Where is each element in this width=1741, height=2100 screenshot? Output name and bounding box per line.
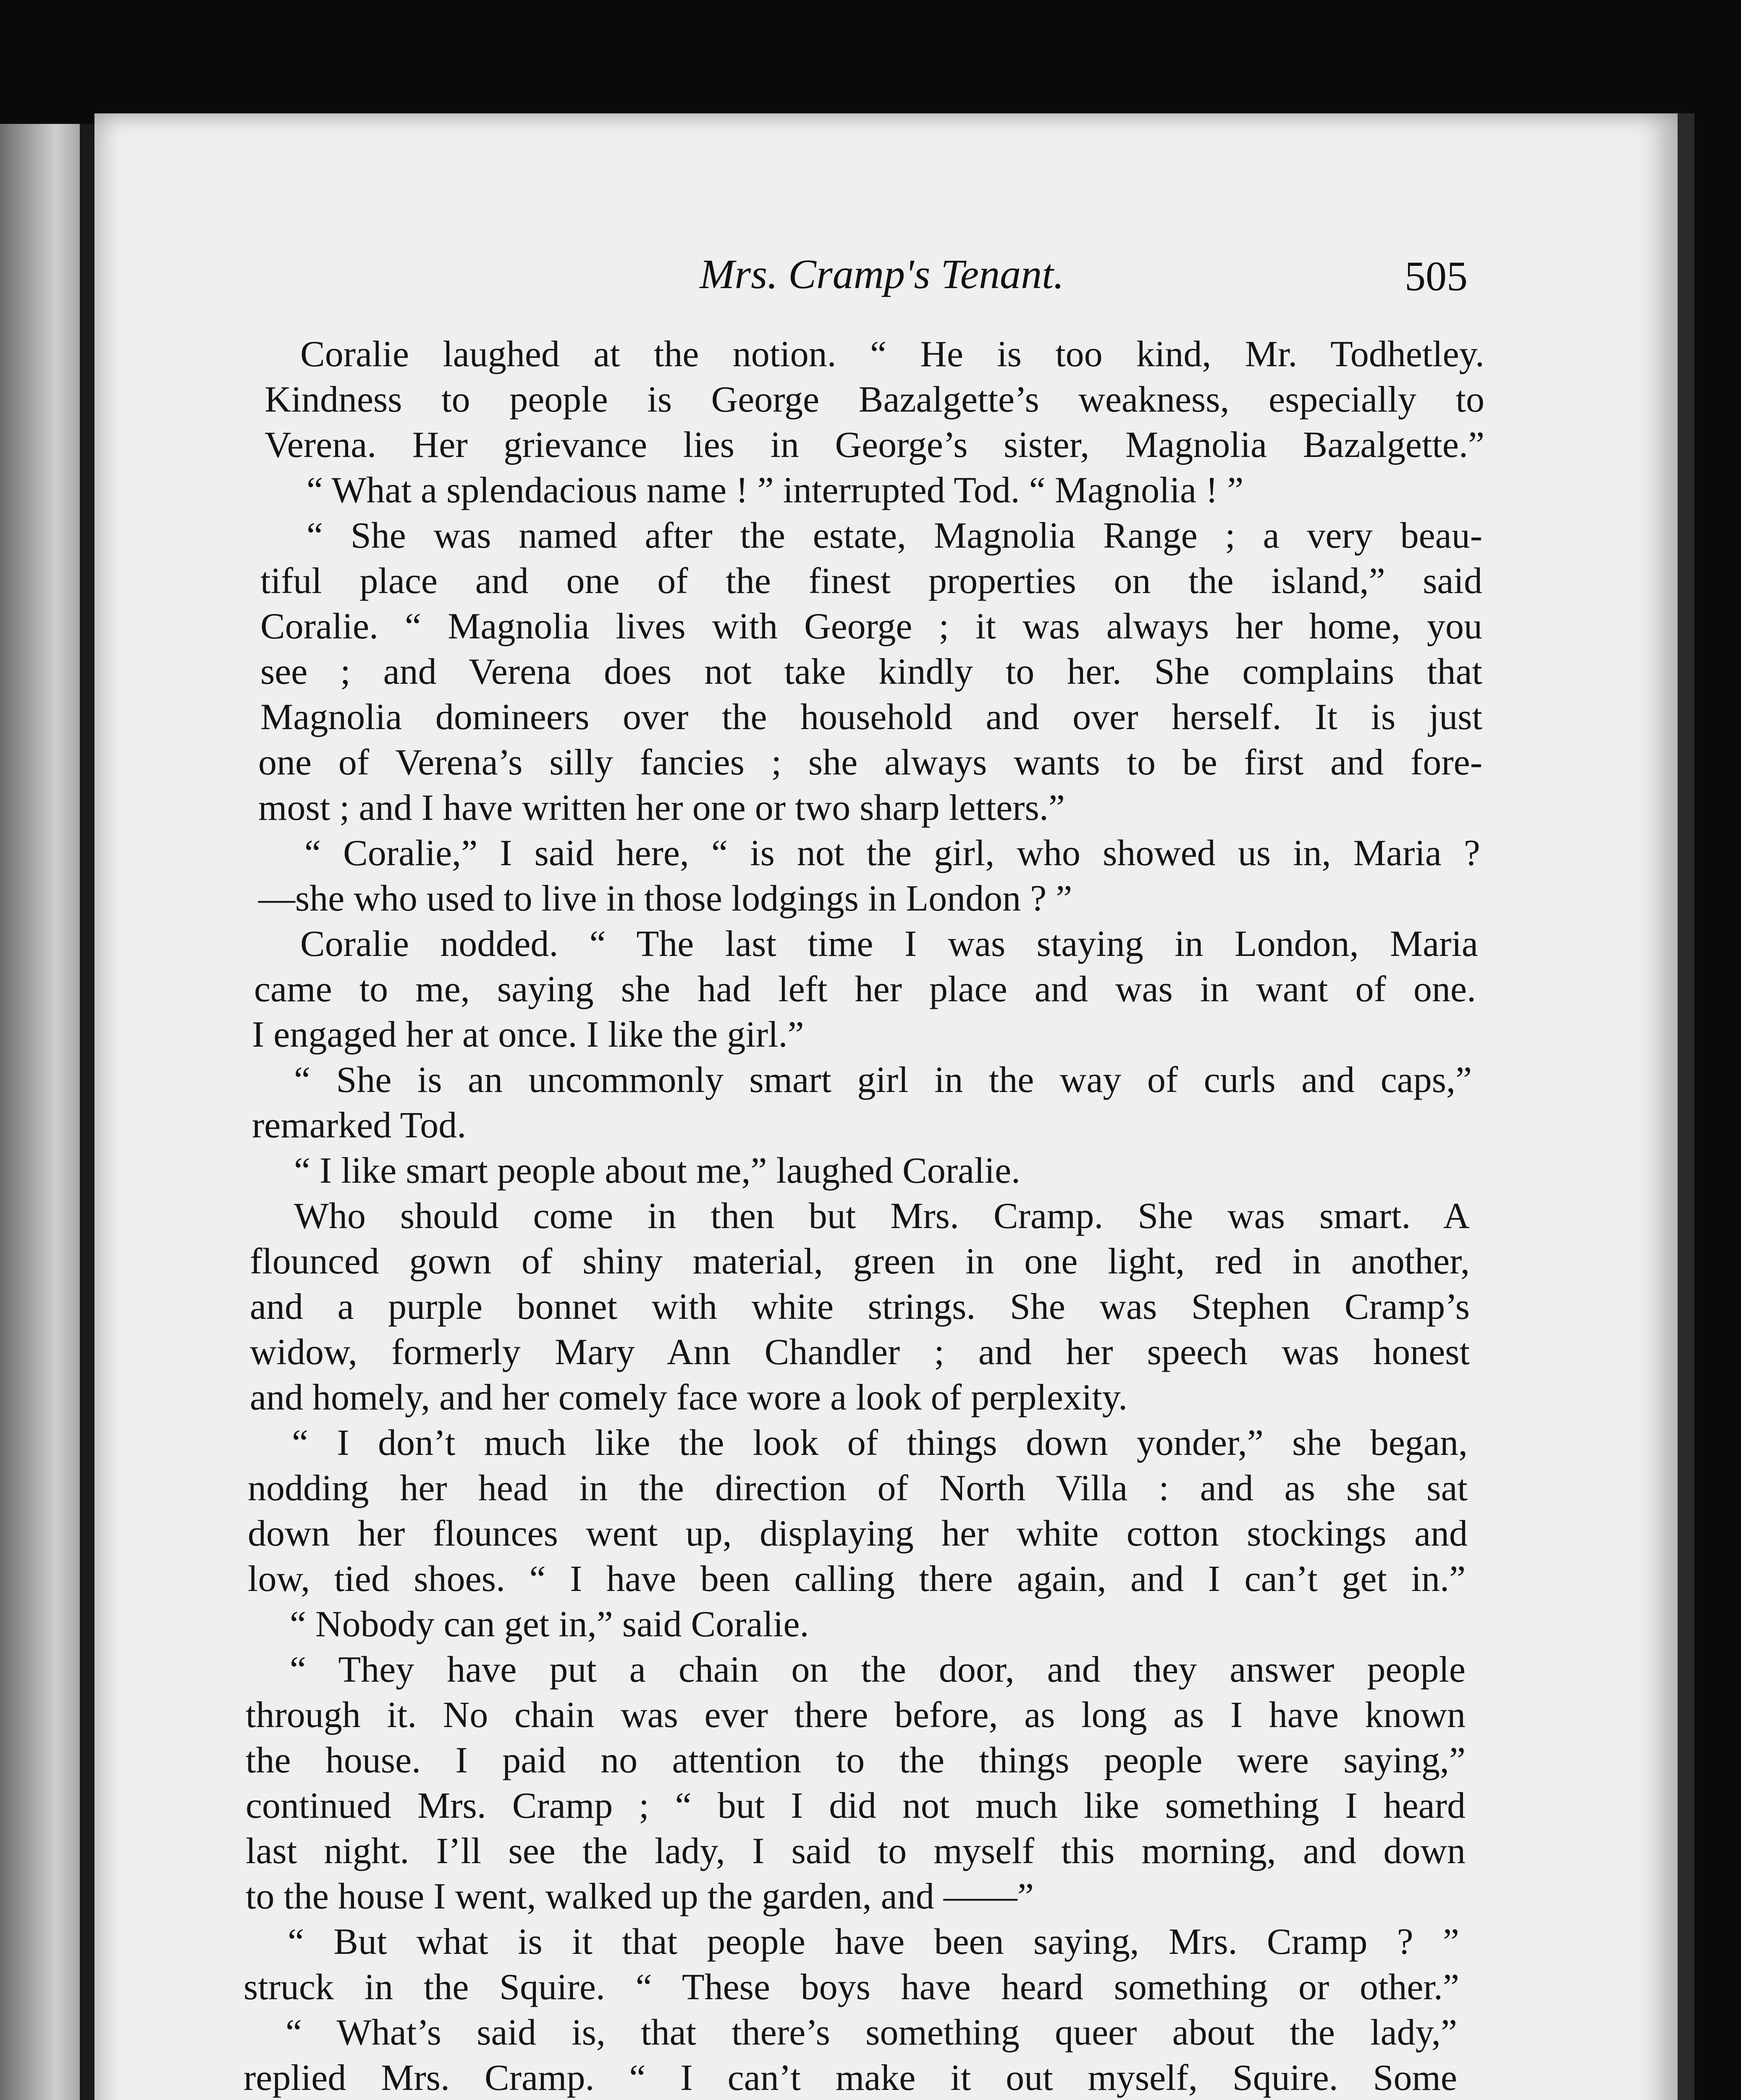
text-line: —she who used to live in those lodgings in London ? ” bbox=[258, 878, 1072, 919]
text-line: most ; and I have written her one or two sharp letters.” bbox=[258, 788, 1065, 828]
text-line: “ She is an uncommonly smart girl in the way of curls and caps,” bbox=[294, 1060, 1472, 1100]
text-line: and a purple bonnet with white strings. She was Stephen Cramp’s bbox=[250, 1286, 1470, 1327]
page-right-edge bbox=[1678, 113, 1694, 2100]
text-line: through it. No chain was ever there before, as long as I have known bbox=[246, 1695, 1466, 1735]
text-line: Kindness to people is George Bazalgette’s weakness, especially to bbox=[265, 379, 1484, 420]
text-line: Coralie nodded. “ The last time I was staying in London, Maria bbox=[300, 924, 1478, 964]
text-line: flounced gown of shiny material, green in one light, red in another, bbox=[250, 1241, 1470, 1282]
text-line: the house. I paid no attention to the things people were saying,” bbox=[246, 1740, 1466, 1781]
text-line: “ I like smart people about me,” laughed Coralie. bbox=[294, 1150, 1021, 1191]
running-head: Mrs. Cramp's Tenant. bbox=[700, 251, 1064, 297]
text-line: see ; and Verena does not take kindly to her. She complains that bbox=[260, 651, 1482, 692]
text-line: last night. I’ll see the lady, I said to myself this morning, and down bbox=[246, 1831, 1466, 1872]
text-line: “ But what is it that people have been saying, Mrs. Cramp ? ” bbox=[288, 1922, 1459, 1962]
facing-page-edge bbox=[0, 124, 80, 2100]
text-line: one of Verena’s silly fancies ; she always wants to be first and fore- bbox=[258, 742, 1482, 783]
text-line: nodding her head in the direction of North Villa : and as she sat bbox=[248, 1468, 1468, 1509]
text-line: “ What a splendacious name ! ” interrupted Tod. “ Magnolia ! ” bbox=[307, 470, 1244, 511]
text-line: “ They have put a chain on the door, and they answer people bbox=[290, 1649, 1466, 1690]
text-line: low, tied shoes. “ I have been calling there again, and I can’t get in.” bbox=[248, 1559, 1466, 1599]
text-line: Who should come in then but Mrs. Cramp. She was smart. A bbox=[294, 1196, 1470, 1236]
text-line: “ She was named after the estate, Magnolia Range ; a very beau- bbox=[307, 515, 1482, 556]
text-line: Coralie. “ Magnolia lives with George ; it was always her home, you bbox=[260, 606, 1482, 647]
text-line: to the house I went, walked up the garden, and ——” bbox=[246, 1876, 1034, 1917]
text-line: came to me, saying she had left her place and was in want of one. bbox=[254, 969, 1476, 1010]
text-line: widow, formerly Mary Ann Chandler ; and her speech was honest bbox=[250, 1332, 1470, 1373]
text-line: Coralie laughed at the notion. “ He is too kind, Mr. Todhetley. bbox=[300, 334, 1484, 375]
text-line: Magnolia domineers over the household and over herself. It is just bbox=[260, 697, 1482, 738]
text-line: and homely, and her comely face wore a look of perplexity. bbox=[250, 1377, 1127, 1418]
text-line: Verena. Her grievance lies in George’s sister, Magnolia Bazalgette.” bbox=[265, 425, 1484, 465]
text-line: continued Mrs. Cramp ; “ but I did not much like something I heard bbox=[246, 1785, 1466, 1826]
text-line: I engaged her at once. I like the girl.” bbox=[252, 1014, 804, 1055]
text-line: struck in the Squire. “ These boys have heard something or other.” bbox=[244, 1967, 1459, 2008]
text-line: replied Mrs. Cramp. “ I can’t make it out myself, Squire. Some bbox=[244, 2058, 1457, 2098]
text-line: “ Nobody can get in,” said Coralie. bbox=[290, 1604, 809, 1645]
text-line: “ Coralie,” I said here, “ is not the girl, who showed us in, Maria ? bbox=[304, 833, 1480, 874]
page-number: 505 bbox=[1405, 253, 1468, 299]
text-line: “ I don’t much like the look of things down yonder,” she began, bbox=[292, 1423, 1468, 1463]
text-line: tiful place and one of the finest properties on the island,” said bbox=[260, 561, 1482, 601]
book-gutter bbox=[80, 124, 97, 2100]
text-line: remarked Tod. bbox=[252, 1105, 467, 1146]
text-line: down her flounces went up, displaying her white cotton stockings and bbox=[248, 1513, 1468, 1554]
text-line: “ What’s said is, that there’s something queer about the lady,” bbox=[286, 2012, 1457, 2053]
